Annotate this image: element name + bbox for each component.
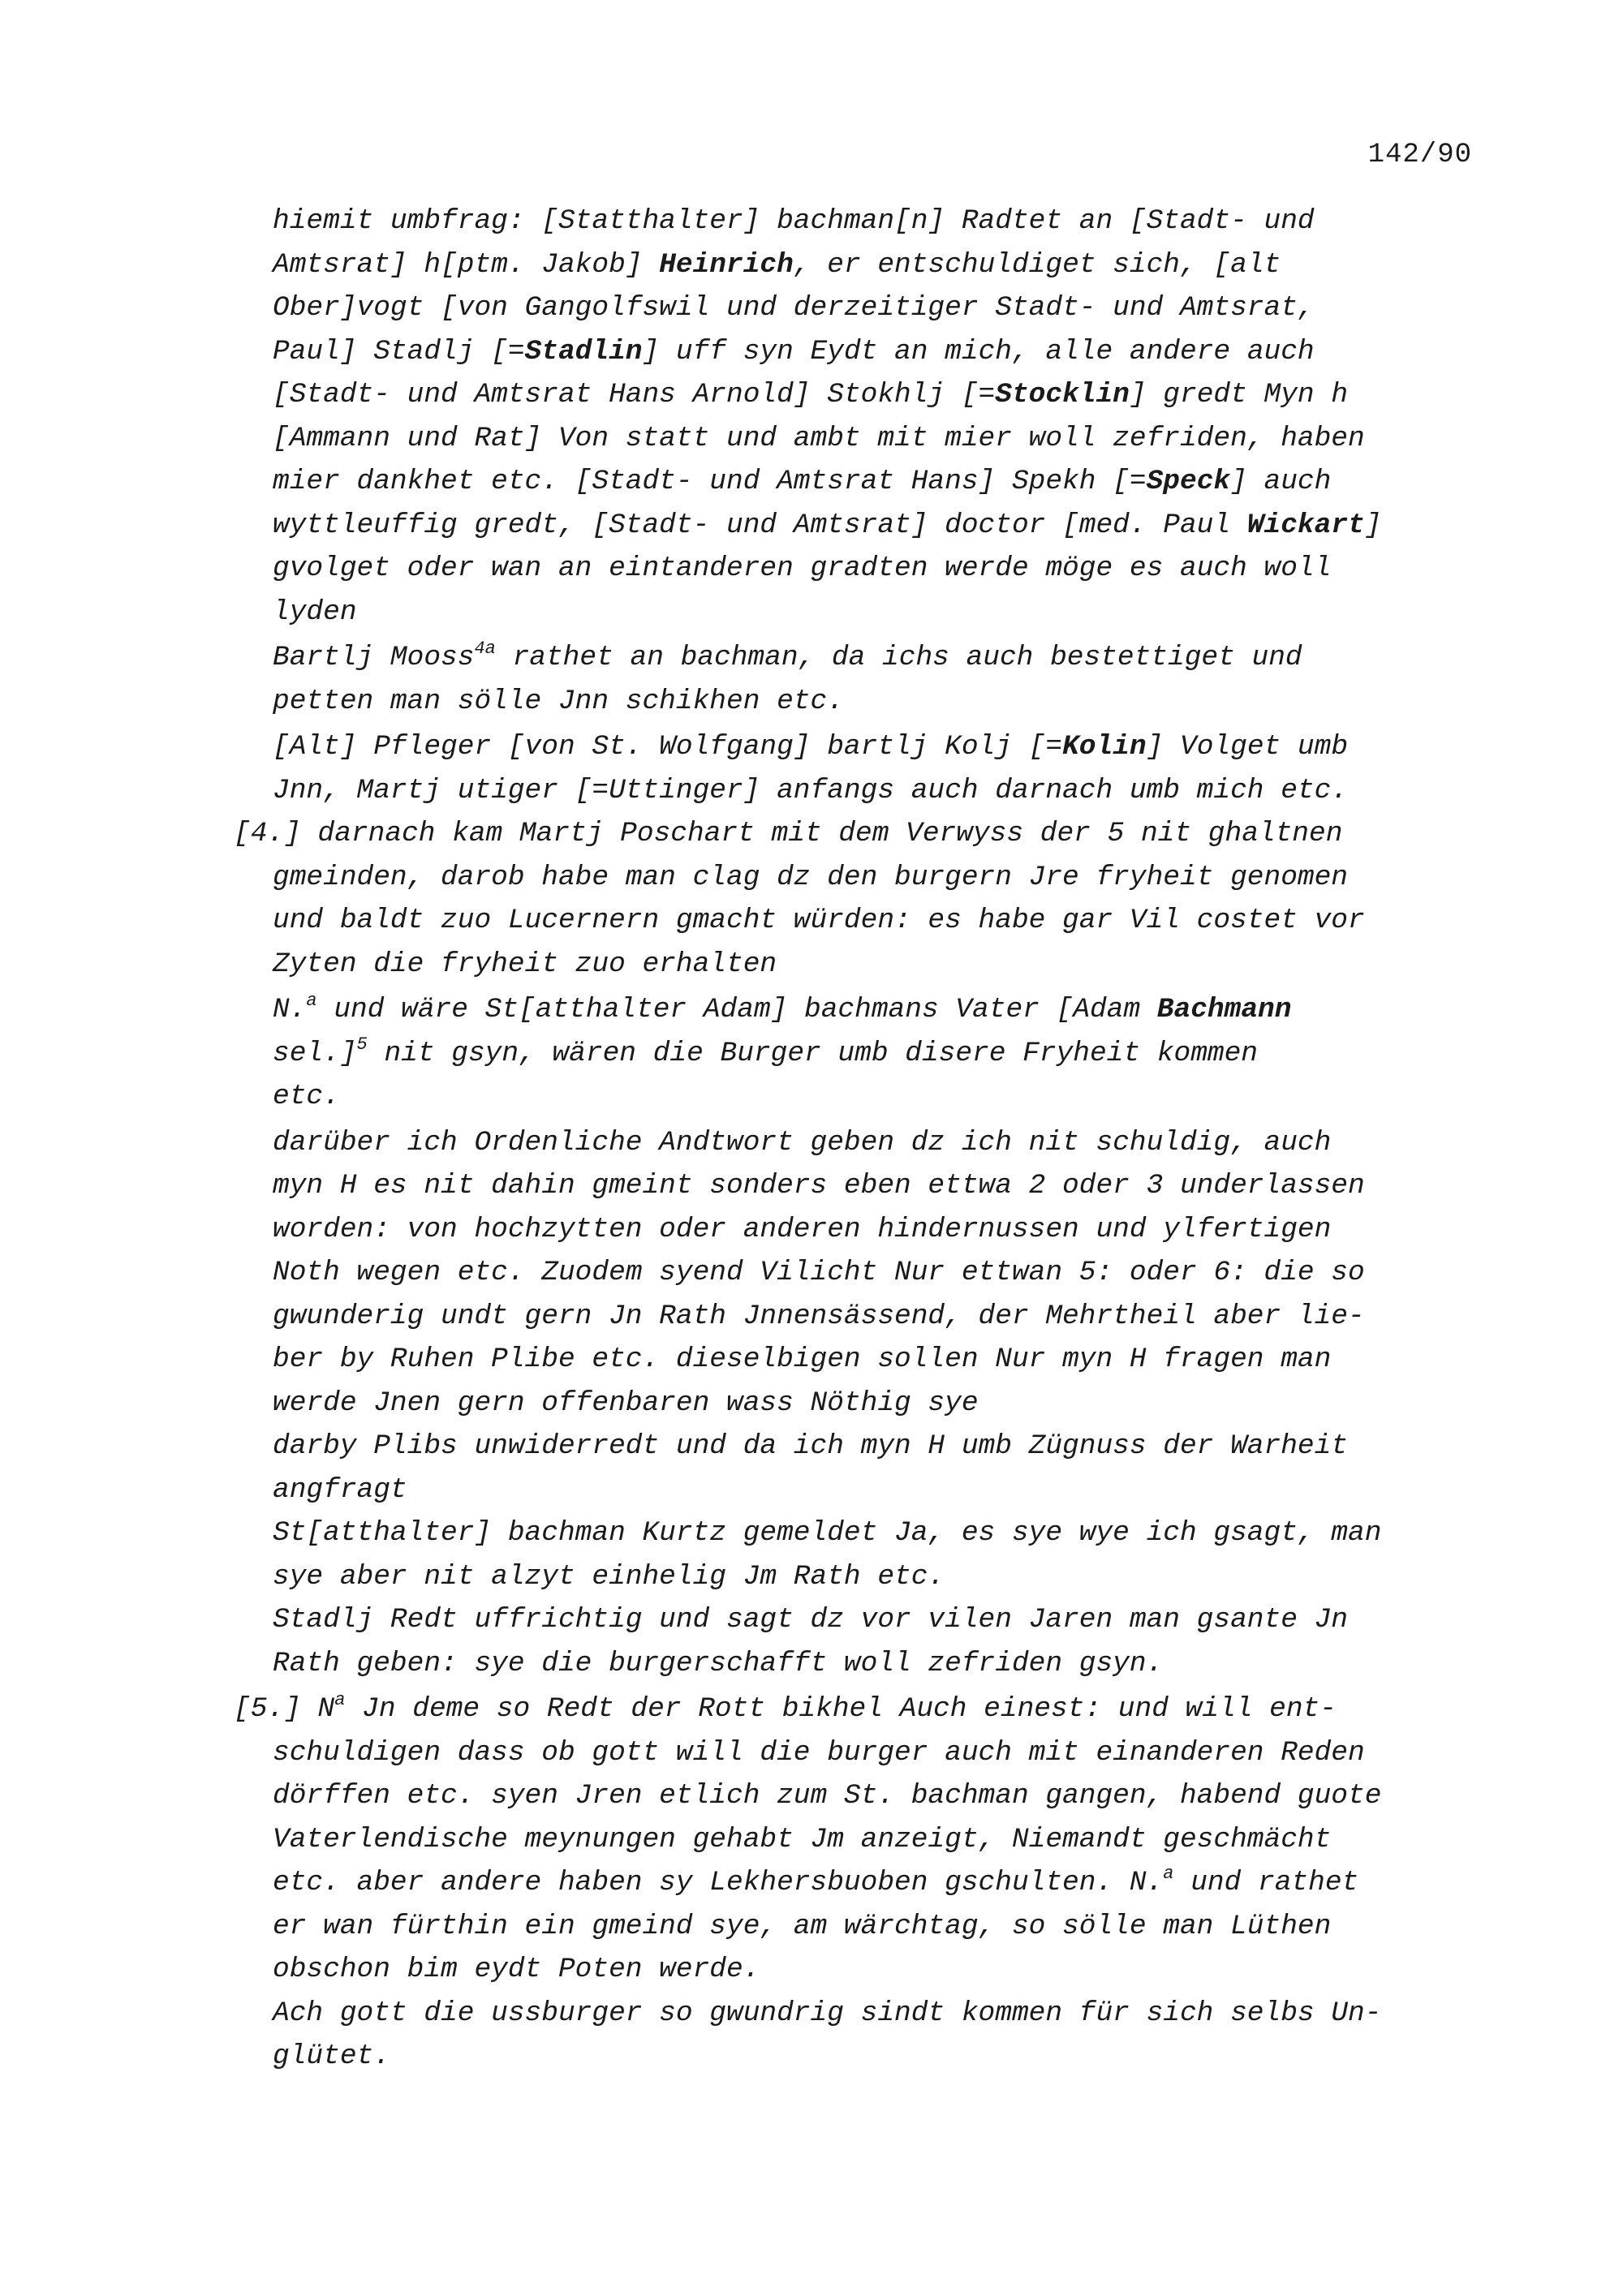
- text-segment: darüber ich Ordenliche Andtwort geben dz ich nit schuldig, auch: [273, 1126, 1332, 1159]
- text-line: [273, 1948, 1490, 1992]
- text-segment: N.: [273, 994, 307, 1025]
- footnote-marker: 5: [356, 1034, 368, 1055]
- text-line: [273, 1468, 1490, 1512]
- text-line: [273, 2035, 1490, 2079]
- text-line: [273, 417, 1490, 461]
- text-segment: Ach gott die ussburger so gwundrig sindt kommen für sich selbs Un-: [273, 1997, 1382, 2029]
- text-line: [273, 243, 1490, 287]
- text-segment: etc. aber andere haben sy Lekhersbuoben gschulten. N.: [273, 1867, 1164, 1898]
- text-line: [273, 200, 1490, 243]
- text-segment: ]: [1364, 509, 1382, 541]
- text-line: [273, 504, 1490, 548]
- text-line: [273, 1382, 1490, 1425]
- text-segment: er wan fürthin ein gmeind sye, am wärchtag, so sölle man Lüthen: [273, 1910, 1332, 1942]
- bold-name: Stocklin: [995, 379, 1130, 411]
- text-line: [273, 1338, 1490, 1382]
- bold-name: Speck: [1146, 466, 1231, 497]
- text-segment: Rath geben: sye die burgerschafft woll zefriden gsyn.: [273, 1647, 1164, 1679]
- text-line: [273, 725, 1490, 769]
- text-line: [234, 1688, 1490, 1731]
- text-line: [273, 1992, 1490, 2036]
- text-segment: [4.] darnach kam Martj Poschart mit dem Verwyss der 5 nit ghaltnen: [234, 818, 1343, 849]
- text-segment: Vaterlendische meynungen gehabt Jm anzeigt, Niemandt geschmächt: [273, 1823, 1332, 1855]
- text-segment: gwunderig undt gern Jn Rath Jnnensässend, der Mehrtheil aber lie-: [273, 1300, 1365, 1332]
- text-segment: Zyten die fryheit zuo erhalten: [273, 948, 777, 980]
- text-line: [273, 1818, 1490, 1862]
- text-segment: petten man sölle Jnn schikhen etc.: [273, 685, 844, 717]
- text-segment: hiemit umbfrag: [Statthalter] bachman[n] Radtet an [Stadt- und: [273, 205, 1315, 237]
- text-segment: ] auch: [1230, 466, 1332, 497]
- text-segment: darby Plibs unwiderredt und da ich myn H umb Zügnuss der Warheit: [273, 1430, 1349, 1462]
- text-segment: [5.] N: [234, 1693, 335, 1725]
- text-segment: Jnn, Martj utiger [=Uttinger] anfangs auch darnach umb mich etc.: [273, 774, 1349, 806]
- text-line: [273, 1164, 1490, 1208]
- text-segment: Noth wegen etc. Zuodem syend Vilicht Nur ettwan 5: oder 6: die so: [273, 1257, 1365, 1288]
- bold-name: Bachmann: [1156, 994, 1292, 1025]
- text-segment: Amtsrat] h[ptm. Jakob]: [273, 248, 660, 281]
- text-segment: sye aber nit alzyt einhelig Jm Rath etc.: [273, 1560, 945, 1593]
- text-line: [273, 636, 1490, 680]
- text-line: [273, 1425, 1490, 1468]
- text-line: [273, 1295, 1490, 1339]
- transcription-text: [234, 200, 1490, 2079]
- text-line: [273, 330, 1490, 374]
- text-segment: Ober]vogt [von Gangolfswil und derzeitiger Stadt- und Amtsrat,: [273, 292, 1315, 324]
- text-line: [273, 1731, 1490, 1775]
- text-segment: und baldt zuo Lucernern gmacht würden: es habe gar Vil costet vor: [273, 905, 1365, 936]
- text-line: [273, 1075, 1490, 1119]
- text-line: [273, 899, 1490, 943]
- text-line: [273, 591, 1490, 634]
- text-segment: , er entschuldiget sich, [alt: [793, 248, 1281, 281]
- text-line: [273, 1251, 1490, 1295]
- text-segment: myn H es nit dahin gmeint sonders eben ettwa 2 oder 3 underlassen: [273, 1170, 1365, 1202]
- text-line: [273, 856, 1490, 900]
- text-segment: gmeinden, darob habe man clag dz den burgern Jre fryheit genomen: [273, 861, 1349, 893]
- text-segment: mier dankhet etc. [Stadt- und Amtsrat Hans] Spekh [=: [273, 466, 1147, 497]
- text-segment: obschon bim eydt Poten werde.: [273, 1954, 760, 1985]
- text-segment: ] Volget umb: [1146, 731, 1349, 763]
- text-line: [234, 812, 1490, 856]
- bold-name: Stadlin: [524, 335, 643, 368]
- text-line: [273, 1905, 1490, 1949]
- text-line: [273, 1642, 1490, 1686]
- text-segment: und wäre St[atthalter Adam] bachmans Vater [Adam: [316, 994, 1157, 1025]
- text-line: [273, 769, 1490, 813]
- text-segment: worden: von hochzytten oder anderen hindernussen und ylfertigen: [273, 1213, 1332, 1245]
- text-line: [273, 1121, 1490, 1165]
- page-number: 142/90: [1367, 140, 1472, 170]
- text-segment: wyttleuffig gredt, [Stadt- und Amtsrat] doctor [med. Paul: [273, 509, 1247, 541]
- footnote-marker: 4a: [474, 638, 496, 659]
- bold-name: Wickart: [1246, 509, 1365, 541]
- text-line: [273, 1598, 1490, 1642]
- text-segment: ] uff syn Eydt an mich, alle andere auch: [642, 335, 1315, 368]
- text-line: [273, 460, 1490, 504]
- text-line: [273, 1511, 1490, 1555]
- text-segment: sel.]: [273, 1037, 357, 1069]
- text-segment: und rathet: [1173, 1867, 1359, 1898]
- text-line: [273, 1032, 1490, 1076]
- footnote-marker: a: [1163, 1864, 1174, 1884]
- text-segment: ber by Ruhen Plibe etc. dieselbigen sollen Nur myn H fragen man: [273, 1344, 1332, 1375]
- text-line: [273, 1555, 1490, 1599]
- footnote-marker: a: [306, 991, 317, 1011]
- text-segment: nit gsyn, wären die Burger umb disere Fryheit kommen: [367, 1037, 1259, 1069]
- text-line: [273, 680, 1490, 724]
- text-segment: schuldigen dass ob gott will die burger auch mit einanderen Reden: [273, 1736, 1365, 1769]
- footnote-marker: a: [334, 1690, 346, 1710]
- text-line: [273, 988, 1490, 1032]
- text-segment: angfragt: [273, 1473, 407, 1506]
- text-segment: Jn deme so Redt der Rott bikhel Auch einest: und will ent-: [345, 1693, 1337, 1725]
- text-line: [273, 547, 1490, 591]
- text-line: [273, 286, 1490, 330]
- text-segment: ] gredt Myn h: [1129, 379, 1349, 411]
- text-segment: [Alt] Pfleger [von St. Wolfgang] bartlj Kolj [=: [273, 731, 1063, 763]
- text-line: [273, 1861, 1490, 1905]
- text-segment: Paul] Stadlj [=: [273, 335, 525, 368]
- text-segment: [Ammann und Rat] Von statt und ambt mit mier woll zefriden, haben: [273, 422, 1365, 454]
- bold-name: Heinrich: [659, 248, 794, 281]
- text-segment: dörffen etc. syen Jren etlich zum St. bachman gangen, habend guote: [273, 1780, 1382, 1812]
- text-segment: etc.: [273, 1081, 340, 1112]
- text-segment: lyden: [273, 595, 357, 628]
- bold-name: Kolin: [1062, 731, 1147, 763]
- text-segment: glütet.: [273, 2040, 390, 2072]
- text-segment: [Stadt- und Amtsrat Hans Arnold] Stokhlj [=: [273, 379, 996, 411]
- text-line: [273, 373, 1490, 417]
- text-line: [273, 943, 1490, 987]
- text-segment: Stadlj Redt uffrichtig und sagt dz vor vilen Jaren man gsante Jn: [273, 1604, 1349, 1636]
- text-segment: rathet an bachman, da ichs auch bestettiget und: [495, 642, 1302, 673]
- text-line: [273, 1208, 1490, 1252]
- text-segment: werde Jnen gern offenbaren wass Nöthig sye: [273, 1387, 979, 1419]
- text-line: [273, 1774, 1490, 1818]
- text-segment: St[atthalter] bachman Kurtz gemeldet Ja, es sye wye ich gsagt, man: [273, 1517, 1382, 1549]
- text-segment: Bartlj Mooss: [273, 642, 475, 673]
- text-segment: gvolget oder wan an eintanderen gradten werde möge es auch woll: [273, 553, 1332, 584]
